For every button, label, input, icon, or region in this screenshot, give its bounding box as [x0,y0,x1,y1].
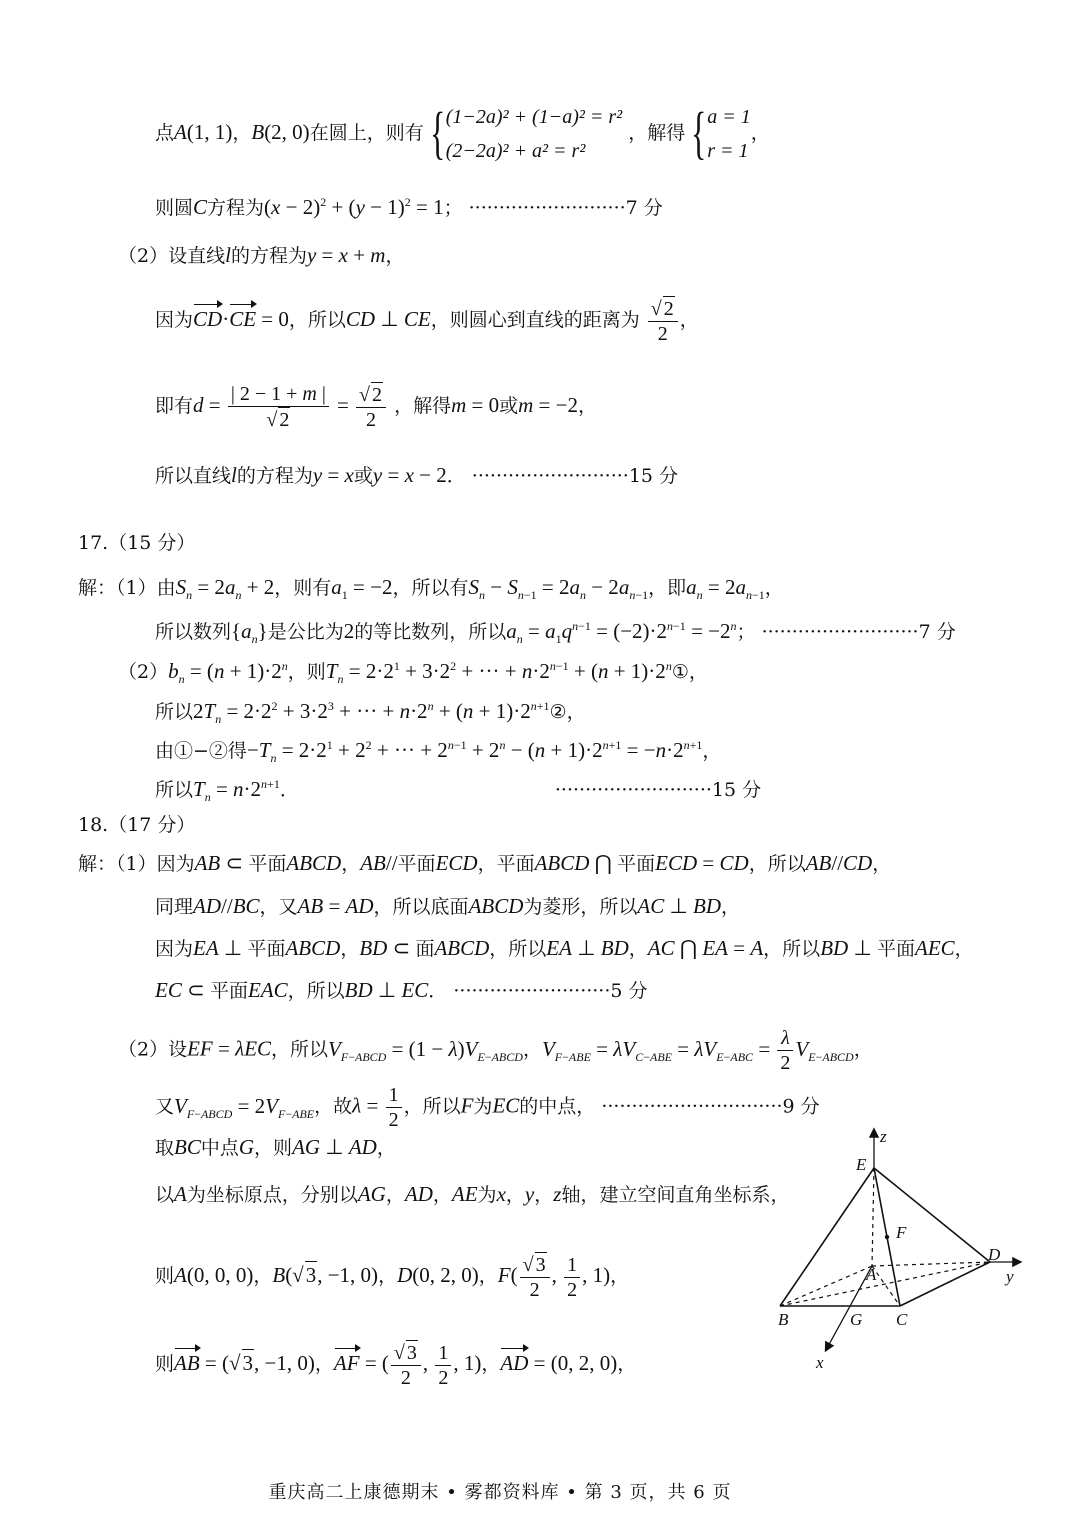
q18-line-g: 取BC中点G，则AG ⊥ AD， [155,1135,396,1159]
q18-line-h: 以A为坐标原点，分别以AG，AD，AE为x，y，z轴，建立空间直角坐标系， [155,1182,790,1206]
label-E: E [856,1155,867,1174]
score: 9 分 [782,1095,820,1118]
label-G: G [850,1310,863,1329]
score: 7 分 [625,197,663,219]
question-17-title: 17.（15 分） [78,532,196,554]
equation-system-2: { a = 1 r = 1 [691,100,751,165]
label-A: A [866,1265,877,1284]
point-F [885,1235,889,1239]
score: 15 分 [628,465,679,487]
line-points-on-circle: 点A(1, 1)，B(2, 0)在圆上，则有 { (1−2a)² + (1−a)² = r² (2−2a)² + a² = r² ，解得 { a = 1 r = 1 ， [155,100,770,168]
q18-line-e: （2）设EF = λEC，所以$V_{F-ABCD} = (1 - \lambda)V_{E-ABCD}$，$V_{F-ABE} = \lambda V_{C-ABE} = \lambda V_{E-ABC}$ = $\frac{\lambda}{2}$ $V_{E-ABCD}$， [118,1027,873,1074]
q18-line-d: EC ⊂ 平面EAC，所以BD ⊥ EC． ··························5 分 [155,978,648,1002]
question-18-title: 18.（17 分） [78,814,196,836]
q18-line-j: 则AB = (√3, −1, 0)，AF = ( $\frac{√ 3}{2}$ , $\frac{1}{2}$ , 1)，AD = (0, 2, 0)， [155,1341,637,1389]
line-perpendicular: 因为CD·CE = 0，所以CD ⊥ CE，则圆心到直线的距离为 $\frac{√ 2}{2}$ ， [155,298,699,345]
q17-line-d: 所以$2T_n = 2\cdot 2^2 + 3\cdot 2^3$ + ··· + $n\cdot 2^n + (n$ + $1)\cdot 2^{n+1}②$， [155,699,586,727]
line-line-equation: 所以直线l的方程为y = x或y = x − 2． ··························15 分 [155,463,679,487]
q18-line-a: 解：（1）因为AB ⊂ 平面ABCD，AB//平面ECD，平面ABCD ⋂ 平面ECD = CD，所以AB//CD， [78,851,892,875]
pyramid-diagram [760,1120,1040,1380]
equation-system-1: { (1−2a)² + (1−a)² = r² (2−2a)² + a² = r² [429,100,623,165]
q18-line-c: 因为EA ⊥ 平面ABCD，BD ⊂ 面ABCD，所以EA ⊥ BD，AC ⋂ EA = A，所以BD ⊥ 平面AEC， [155,936,974,960]
page-footer: 重庆高二上康德期末 • 雾都资料库 • 第 3 页，共 6 页 [268,1482,732,1503]
label-y: y [1006,1267,1014,1286]
score: 15 分 [711,779,762,801]
diagonal-BD [780,1262,990,1306]
label-C: C [896,1310,908,1329]
q18-line-b: 同理AD//BC，又AB = AD，所以底面ABCD为菱形，所以AC ⊥ BD， [155,894,741,918]
line-distance: 即有d = $\frac{| 2 - 1 + m |}{√ 2}$ = $\frac{√ 2}{2}$ ，解得m = 0或m = −2， [155,383,597,431]
score: 5 分 [610,980,648,1002]
edge-AD [872,1262,990,1266]
q18-line-i: 则A(0, 0, 0)，B(√3, −1, 0)，D(0, 2, 0)，F( $\frac{√ 3}{2}$ , $\frac{1}{2}$ , 1)， [155,1253,630,1301]
edge-ED [874,1168,990,1262]
q17-line-b: 所以数列$\{a_n\}$是公比为2的等比数列，所以$a_n = a_1q^{n-1} = (-2)\cdot 2^{n-1} = -2^n$； ··························7 分 [155,619,956,647]
edge-EA [872,1168,874,1266]
score: 7 分 [918,621,956,643]
q17-line-c: $(2)b_n = (n + 1)\cdot 2^n$，则$T_n = 2\cdot 2^1 + 3\cdot 2^2$ + ··· + $n\cdot 2^{n-1} + (n$ + $1)\cdot 2^n①$， [118,659,708,687]
q18-line-f: 又$V_{F-ABCD} = 2V_{F-ABE}$，故λ = $\frac{1}{2}$ ，所以F为EC的中点， ······························9 分 [155,1084,820,1131]
label-B: B [778,1310,789,1329]
line-part2-setup: （2）设直线l的方程为y = x + m， [118,243,405,267]
line-circle-equation: 则圆C方程为$(x - 2)^2 + (y - 1)^2 = 1$； ··························7 分 [155,195,663,219]
q17-line-e: 由①−②得$-T_n = 2\cdot 2^1 + 2^2$ + ··· + $2^{n-1} + 2^n - (n + 1)\cdot 2^{n+1} = -n\cdot 2^{n+1}$， [155,738,722,766]
q17-line-a: 解：（1）由$S_n = 2a_n + 2$，则有$a_1 = -2$，所以有$S_n - S_{n-1} = 2a_n - 2a_{n-1}$，即$a_n = 2a_{n-1}$， [78,575,784,603]
edge-CD [900,1262,990,1306]
label-D: D [988,1245,1001,1264]
label-F: F [896,1223,907,1242]
label-x: x [816,1353,824,1372]
label-z: z [880,1127,887,1146]
q17-line-f: 所以$T_n = n\cdot 2^{n+1}$． ··························15 分 [155,777,762,805]
